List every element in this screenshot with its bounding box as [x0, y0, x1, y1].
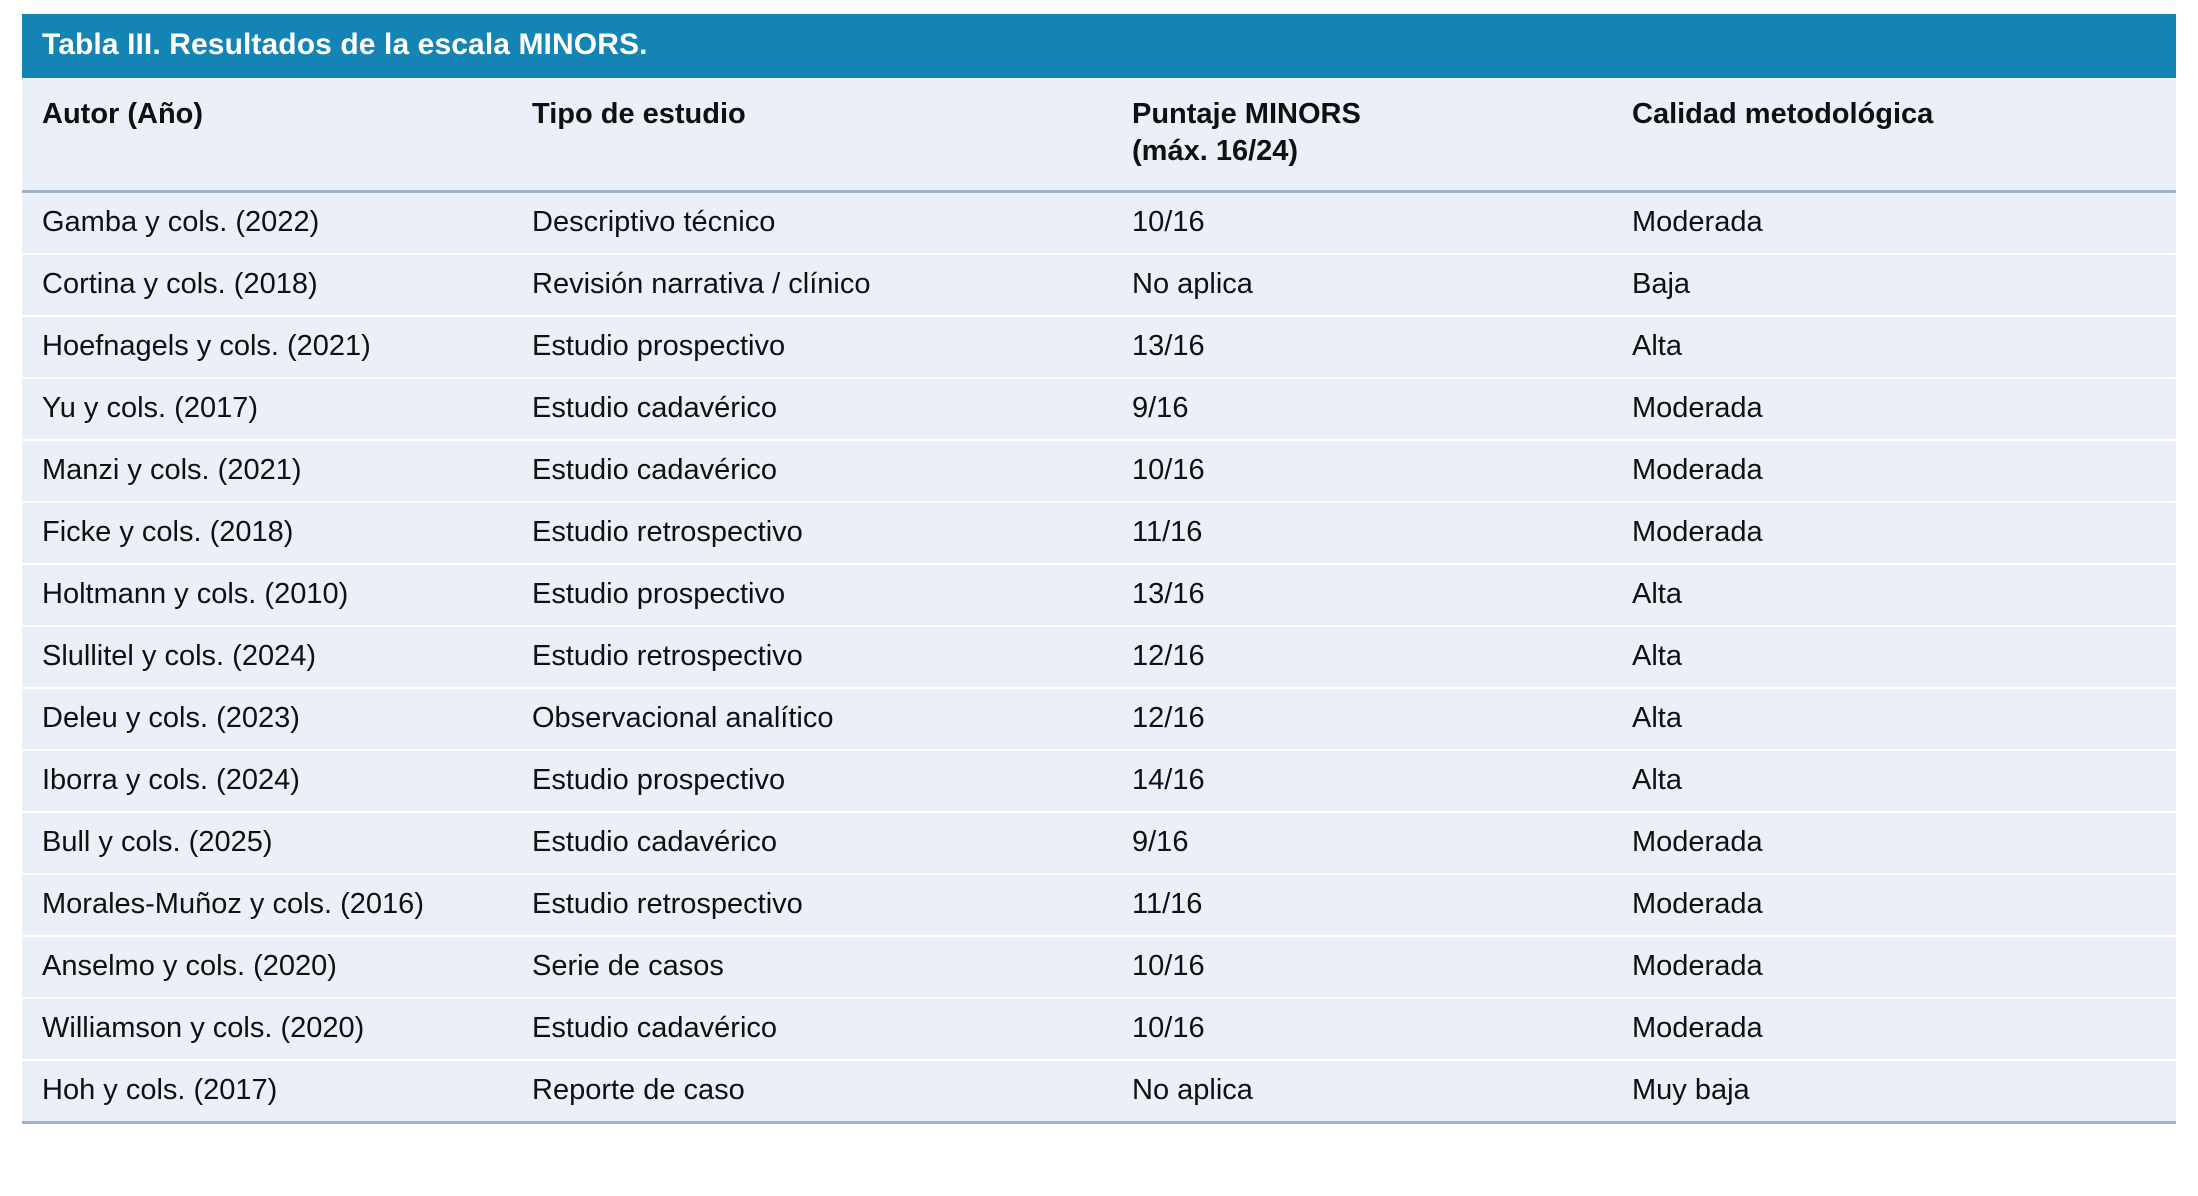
cell-quality: Moderada [1612, 502, 2176, 564]
cell-study-type: Descriptivo técnico [512, 192, 1112, 255]
cell-study-type: Estudio prospectivo [512, 564, 1112, 626]
cell-author: Cortina y cols. (2018) [22, 254, 512, 316]
cell-minors-score: No aplica [1112, 1060, 1612, 1123]
table-row [22, 254, 2176, 316]
cell-author: Williamson y cols. (2020) [22, 998, 512, 1060]
cell-minors-score: 9/16 [1112, 812, 1612, 874]
cell-minors-score: 11/16 [1112, 874, 1612, 936]
column-header-minors-score-line1: Puntaje MINORS [1132, 98, 1361, 130]
cell-minors-score: 10/16 [1112, 440, 1612, 502]
cell-author: Slullitel y cols. (2024) [22, 626, 512, 688]
cell-author: Hoefnagels y cols. (2021) [22, 316, 512, 378]
cell-quality: Moderada [1612, 378, 2176, 440]
column-header-quality: Calidad metodológica [1612, 78, 2176, 192]
cell-study-type: Observacional analítico [512, 688, 1112, 750]
table-body [22, 192, 2176, 1123]
cell-author: Bull y cols. (2025) [22, 812, 512, 874]
table-row [22, 316, 2176, 378]
cell-study-type: Estudio retrospectivo [512, 626, 1112, 688]
cell-quality: Moderada [1612, 812, 2176, 874]
cell-study-type: Estudio prospectivo [512, 316, 1112, 378]
column-header-minors-score-line2: (máx. 16/24) [1132, 135, 1299, 168]
cell-minors-score: 9/16 [1112, 378, 1612, 440]
cell-study-type: Estudio prospectivo [512, 750, 1112, 812]
table-row [22, 192, 2176, 255]
table-row [22, 998, 2176, 1060]
cell-author: Holtmann y cols. (2010) [22, 564, 512, 626]
cell-author: Gamba y cols. (2022) [22, 192, 512, 255]
cell-quality: Moderada [1612, 440, 2176, 502]
cell-minors-score: 13/16 [1112, 564, 1612, 626]
cell-author: Deleu y cols. (2023) [22, 688, 512, 750]
table-row [22, 936, 2176, 998]
table-title: Tabla III. Resultados de la escala MINORS. [22, 14, 2176, 78]
column-header-minors-score [1112, 78, 1612, 192]
cell-author: Hoh y cols. (2017) [22, 1060, 512, 1123]
cell-minors-score: 11/16 [1112, 502, 1612, 564]
table-row [22, 874, 2176, 936]
table-row [22, 502, 2176, 564]
cell-author: Yu y cols. (2017) [22, 378, 512, 440]
cell-study-type: Estudio cadavérico [512, 998, 1112, 1060]
cell-quality: Moderada [1612, 874, 2176, 936]
table-row [22, 750, 2176, 812]
cell-study-type: Estudio retrospectivo [512, 874, 1112, 936]
cell-minors-score: 14/16 [1112, 750, 1612, 812]
cell-author: Manzi y cols. (2021) [22, 440, 512, 502]
cell-author: Ficke y cols. (2018) [22, 502, 512, 564]
cell-quality: Alta [1612, 750, 2176, 812]
column-header-study-type: Tipo de estudio [512, 78, 1112, 192]
cell-minors-score: 12/16 [1112, 688, 1612, 750]
table-header [22, 78, 2176, 192]
table-row [22, 564, 2176, 626]
cell-study-type: Reporte de caso [512, 1060, 1112, 1123]
cell-minors-score: 10/16 [1112, 936, 1612, 998]
cell-quality: Alta [1612, 626, 2176, 688]
table-header-row [22, 78, 2176, 192]
cell-author: Iborra y cols. (2024) [22, 750, 512, 812]
cell-quality: Baja [1612, 254, 2176, 316]
cell-study-type: Estudio retrospectivo [512, 502, 1112, 564]
cell-quality: Moderada [1612, 192, 2176, 255]
cell-study-type: Estudio cadavérico [512, 378, 1112, 440]
cell-minors-score: 13/16 [1112, 316, 1612, 378]
cell-study-type: Revisión narrativa / clínico [512, 254, 1112, 316]
minors-results-table [22, 14, 2176, 1124]
table-row [22, 688, 2176, 750]
cell-minors-score: No aplica [1112, 254, 1612, 316]
column-header-author: Autor (Año) [22, 78, 512, 192]
table-row [22, 1060, 2176, 1123]
cell-author: Morales-Muñoz y cols. (2016) [22, 874, 512, 936]
cell-quality: Moderada [1612, 936, 2176, 998]
cell-study-type: Estudio cadavérico [512, 440, 1112, 502]
cell-study-type: Serie de casos [512, 936, 1112, 998]
table-row [22, 812, 2176, 874]
cell-quality: Alta [1612, 564, 2176, 626]
cell-quality: Alta [1612, 688, 2176, 750]
table-row [22, 440, 2176, 502]
cell-quality: Muy baja [1612, 1060, 2176, 1123]
cell-minors-score: 10/16 [1112, 998, 1612, 1060]
cell-minors-score: 10/16 [1112, 192, 1612, 255]
table-row [22, 378, 2176, 440]
cell-quality: Moderada [1612, 998, 2176, 1060]
cell-minors-score: 12/16 [1112, 626, 1612, 688]
cell-author: Anselmo y cols. (2020) [22, 936, 512, 998]
cell-quality: Alta [1612, 316, 2176, 378]
table-row [22, 626, 2176, 688]
cell-study-type: Estudio cadavérico [512, 812, 1112, 874]
